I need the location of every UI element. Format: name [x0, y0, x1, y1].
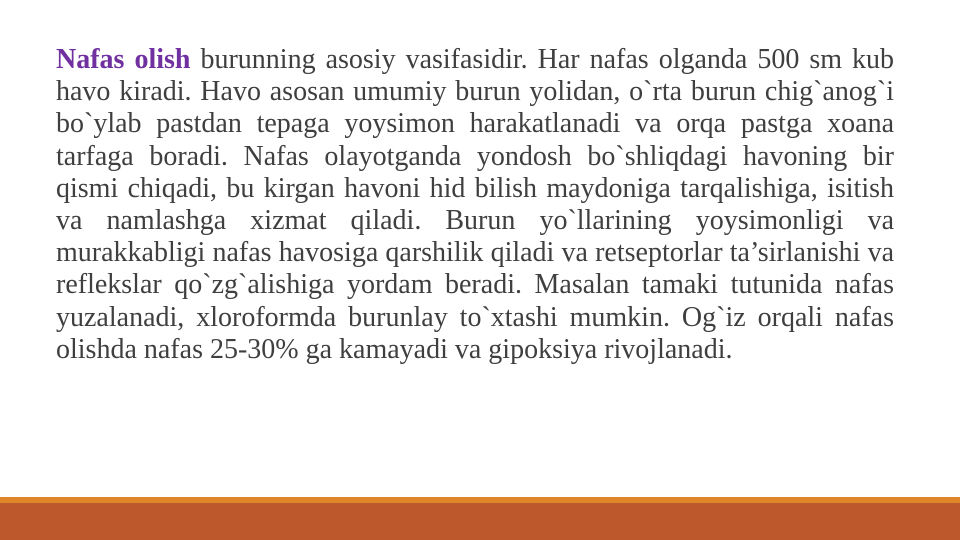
paragraph-text: burunning asosiy vasifasidir. Har nafas olganda 500 sm kub havo kiradi. Havo asosan umumiy burun yolidan, o`rta burun chig`anog`i bo`ylab pastdan tepaga yoysimon harakatlanadi va orqa pastga xoana tarfaga boradi. Nafas olayotganda yondosh bo`shliqdagi havoning bir qismi chiqadi, bu kirgan havoni hid bilish maydoniga tarqalishiga, isitish va namlashga xizmat qiladi. Burun yo`llarining yoysimonligi va murakkabligi nafas havosiga qarshilik qiladi va retseptorlar ta’sirlanishi va reflekslar qo`zg`alishiga yordam beradi. Masalan tamaki tutunida nafas yuzalanadi, xloroformda burunlay to`xtashi mumkin. Og`iz orqali nafas olishda nafas 25-30% ga kamayadi va gipoksiya rivojlanadi. — [56, 44, 894, 365]
lead-term: Nafas olish — [56, 44, 191, 75]
footer-band — [0, 503, 960, 540]
slide-paragraph — [56, 44, 894, 366]
